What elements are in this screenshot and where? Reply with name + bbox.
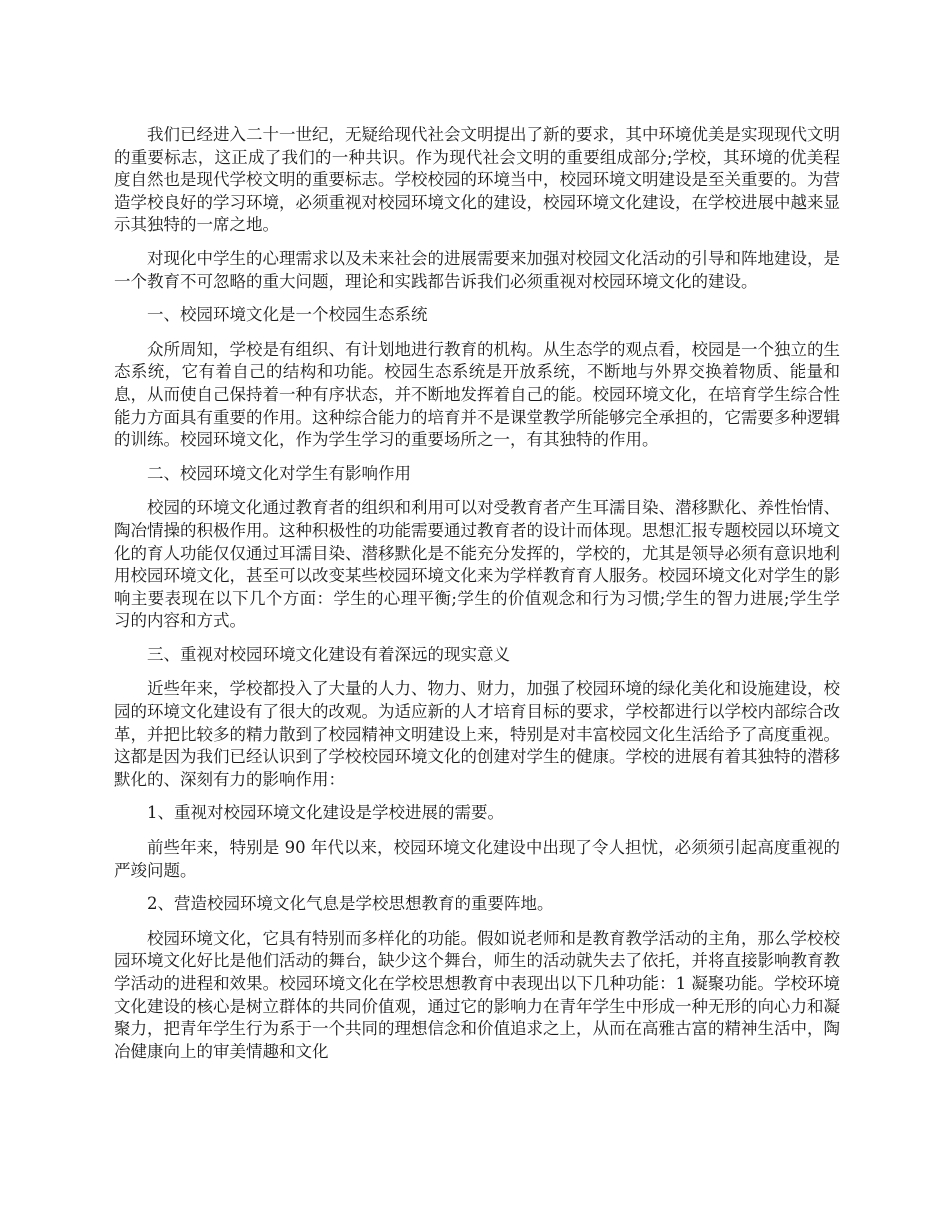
section-heading-1: 一、校园环境文化是一个校园生态系统 [147,305,428,325]
section-heading-3: 三、重视对校园环境文化建设有着深远的现实意义 [147,644,510,664]
paragraph-intro: 我们已经进入二十一世纪，无疑给现代社会文明提出了新的要求，其中环境优美是实现现代文明的重要标志，这正成了我们的一种共识。作为现代社会文明的重要组成部分;学校，其环境的优美程度自然也是现代学校文明的重要标志。学校校园的环境当中，校园环境文明建设是至关重要的。为营造学校良好的学习环境，必须重视对校园环境文化的建设，校园环境文化建设，在学校进展中越来显示其独特的一席之地。 [114,125,840,235]
paragraph-ecosystem: 众所周知，学校是有组织、有计划地进行教育的机构。从生态学的观点看，校园是一个独立的生态系统，它有着自己的结构和功能。校园生态系统是开放系统，不断地与外界交换着物质、能量和息，从而使自己保持着一种有序状态，并不断地发挥着自己的能。校园环境文化，在培育学生综合性能力方面具有重要的作用。这种综合能力的培育并不是课堂教学所能够完全承担的，它需要多种逻辑的训练。校园环境文化，作为学生学习的重要场所之一，有其独特的作用。 [114,339,840,450]
paragraph-problems: 前些年来，特别是 90 年代以来，校园环境文化建设中出现了令人担忧，必须须引起高度重视的严竣问题。 [114,838,840,880]
section-heading-2: 二、校园环境文化对学生有影响作用 [147,463,411,483]
paragraph-functions: 校园环境文化，它具有特别而多样化的功能。假如说老师和是教育教学活动的主角，那么学校校园环境文化好比是他们活动的舞台，缺少这个舞台，师生的活动就失去了依托，并将直接影响教育教学活动的进程和效果。校园环境文化在学校思想教育中表现出以下几种功能：1 凝聚功能。学校环境文化建设的核心是树立群体的共同价值观，通过它的影响力在青年学生中形成一种无形的向心力和凝聚力，把青年学生行为系于一个共同的理想信念和价值追求之上，从而在高雅古富的精神生活中，陶冶健康向上的审美情趣和文化 [114,928,840,1061]
document-page [114,124,840,1074]
subsection-heading-1: 1、重视对校园环境文化建设是学校进展的需要。 [147,803,504,823]
paragraph-influence: 校园的环境文化通过教育者的组织和利用可以对受教育者产生耳濡目染、潜移默化、养性怡情、陶冶情操的积极作用。这种积极性的功能需要通过教育者的设计而体现。思想汇报专题校园以环境文化的育人功能仅仅通过耳濡目染、潜移默化是不能充分发挥的，学校的，尤其是领导必须有意识地利用校园环境文化，甚至可以改变某些校园环境文化来为学样教育育人服务。校园环境文化对学生的影响主要表现在以下几个方面：学生的心理平衡;学生的价值观念和行为习惯;学生的智力进展;学生学习的内容和方式。 [114,498,840,631]
paragraph-importance: 对现化中学生的心理需求以及未来社会的进展需要来加强对校园文化活动的引导和阵地建设，是一个教育不可忽略的重大问题，理论和实践都告诉我们必须重视对校园环境文化的建设。 [114,248,840,291]
paragraph-significance: 近些年来，学校都投入了大量的人力、物力、财力，加强了校园环境的绿化美化和设施建设，校园的环境文化建设有了很大的改观。为适应新的人才培育目标的要求，学校都进行以学校内部综合改革，并把比较多的精力散到了校园精神文明建设上来，特别是对丰富校园文化生活给予了高度重视。这都是因为我们已经认识到了学校校园环境文化的创建对学生的健康。学校的进展有着其独特的潜移默化的、深刻有力的影响作用： [114,679,840,789]
subsection-heading-2: 2、营造校园环境文化气息是学校思想教育的重要阵地。 [147,894,554,914]
